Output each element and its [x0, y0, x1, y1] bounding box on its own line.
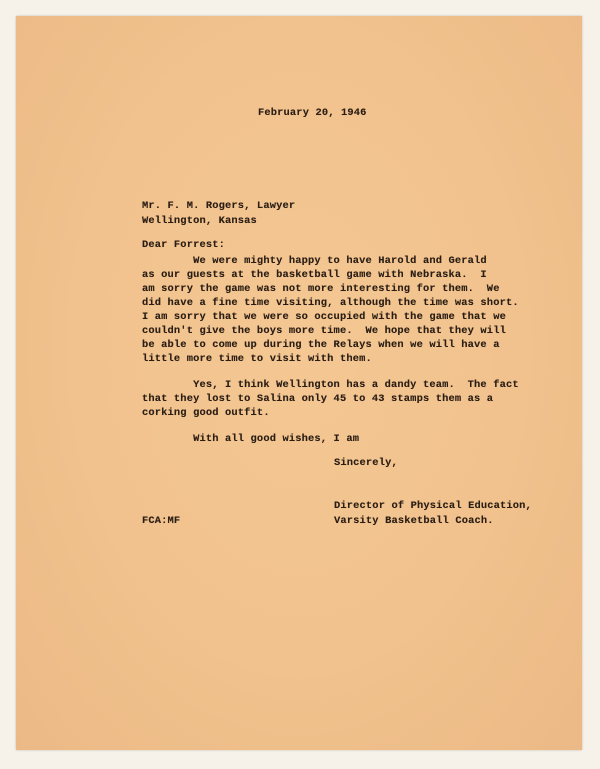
paragraph-line: couldn't give the boys more time. We hope that they will [142, 325, 506, 337]
recipient-city: Wellington, Kansas [142, 215, 257, 227]
paragraph-line: Yes, I think Wellington has a dandy team. The fact [142, 379, 519, 391]
reference-initials: FCA:MF [142, 515, 181, 527]
complimentary-close: Sincerely, [334, 457, 398, 469]
paragraph-line: little more time to visit with them. [142, 353, 372, 365]
paragraph-line: did have a fine time visiting, although the time was short. [142, 297, 519, 309]
signature-title-1: Director of Physical Education, [334, 500, 532, 512]
paragraph-line: as our guests at the basketball game with Nebraska. I [142, 269, 487, 281]
paragraph-line: be able to come up during the Relays when we will have a [142, 339, 500, 351]
paragraph-line: We were mighty happy to have Harold and Gerald [142, 255, 487, 267]
closing-line: With all good wishes, I am [142, 433, 360, 445]
recipient-name: Mr. F. M. Rogers, Lawyer [142, 200, 296, 212]
paragraph-line: am sorry the game was not more interesting for them. We [142, 283, 500, 295]
salutation: Dear Forrest: [142, 239, 226, 251]
paragraph-line: corking good outfit. [142, 407, 270, 419]
signature-title-2: Varsity Basketball Coach. [334, 515, 494, 527]
letter-date: February 20, 1946 [258, 107, 367, 119]
paragraph-line: I am sorry that we were so occupied with the game that we [142, 311, 506, 323]
paragraph-line: that they lost to Salina only 45 to 43 stamps them as a [142, 393, 494, 405]
